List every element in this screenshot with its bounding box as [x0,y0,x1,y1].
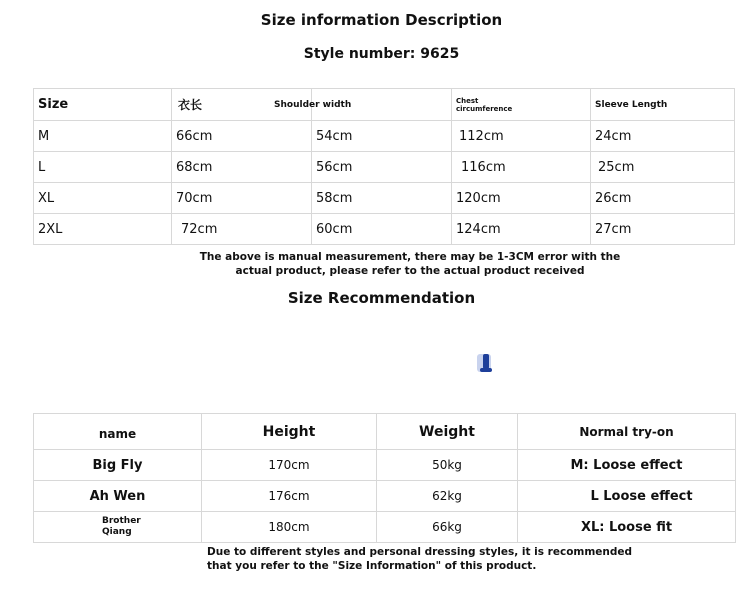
cell-size: XL [34,183,172,214]
cell-sleeve: 27cm [591,214,735,245]
header-shoulder: Shoulder width [312,89,452,121]
table-row [34,450,736,481]
measurement-note [190,250,630,278]
header-chest-line2: circumference [456,104,513,113]
cell-name-line1: Brother [102,516,141,526]
size-table-header-row [34,89,735,121]
cell-shoulder: 56cm [312,152,452,183]
recommendation-title: Size Recommendation [287,289,476,307]
table-row [34,121,735,152]
cell-length: 72cm [172,214,312,245]
cell-chest: 124cm [452,214,591,245]
measurement-note-line1: The above is manual measurement, there may be 1-3CM error with the [199,251,621,263]
header-length: 衣长 [172,89,312,121]
cell-chest: 116cm [452,152,591,183]
cell-name: Ah Wen [34,481,202,512]
header-weight: Weight [377,414,518,450]
table-row [34,512,736,543]
cell-shoulder: 58cm [312,183,452,214]
cell-length: 70cm [172,183,312,214]
cell-name: Big Fly [34,450,202,481]
measurement-note-line2: actual product, please refer to the actual product received [235,265,585,277]
cell-height: 170cm [202,450,377,481]
cell-shoulder: 54cm [312,121,452,152]
table-row [34,214,735,245]
cell-name-line2: Qiang [102,527,132,537]
cell-chest: 112cm [452,121,591,152]
table-row [34,152,735,183]
style-number: Style number: 9625 [303,46,460,62]
cell-sleeve: 25cm [591,152,735,183]
cell-fit: M: Loose effect [518,450,736,481]
cell-length: 66cm [172,121,312,152]
header-chest [452,89,591,121]
header-sleeve: Sleeve Length [591,89,735,121]
size-recommendation-table [33,413,736,543]
footer-note [190,545,647,573]
header-height: Height [202,414,377,450]
header-size: Size [34,89,172,121]
recommendation-header-row [34,414,736,450]
cell-length: 68cm [172,152,312,183]
cell-fit: L Loose effect [518,481,736,512]
header-fit: Normal try-on [518,414,736,450]
cell-name [34,512,202,543]
table-row [34,183,735,214]
size-information-table [33,88,735,245]
table-row [34,481,736,512]
cell-sleeve: 24cm [591,121,735,152]
header-name: name [34,414,202,450]
brand-logo-icon [474,351,496,375]
cell-height: 176cm [202,481,377,512]
cell-chest: 120cm [452,183,591,214]
cell-weight: 50kg [377,450,518,481]
footer-note-line2: that you refer to the "Size Information" of this product. [207,560,537,572]
cell-height: 180cm [202,512,377,543]
cell-weight: 62kg [377,481,518,512]
header-chest-line1: Chest [456,96,479,105]
footer-note-line1: Due to different styles and personal dressing styles, it is recommended [207,546,633,558]
cell-fit: XL: Loose fit [518,512,736,543]
page-title: Size information Description [260,11,503,29]
cell-weight: 66kg [377,512,518,543]
cell-sleeve: 26cm [591,183,735,214]
cell-size: L [34,152,172,183]
cell-size: M [34,121,172,152]
cell-shoulder: 60cm [312,214,452,245]
cell-size: 2XL [34,214,172,245]
